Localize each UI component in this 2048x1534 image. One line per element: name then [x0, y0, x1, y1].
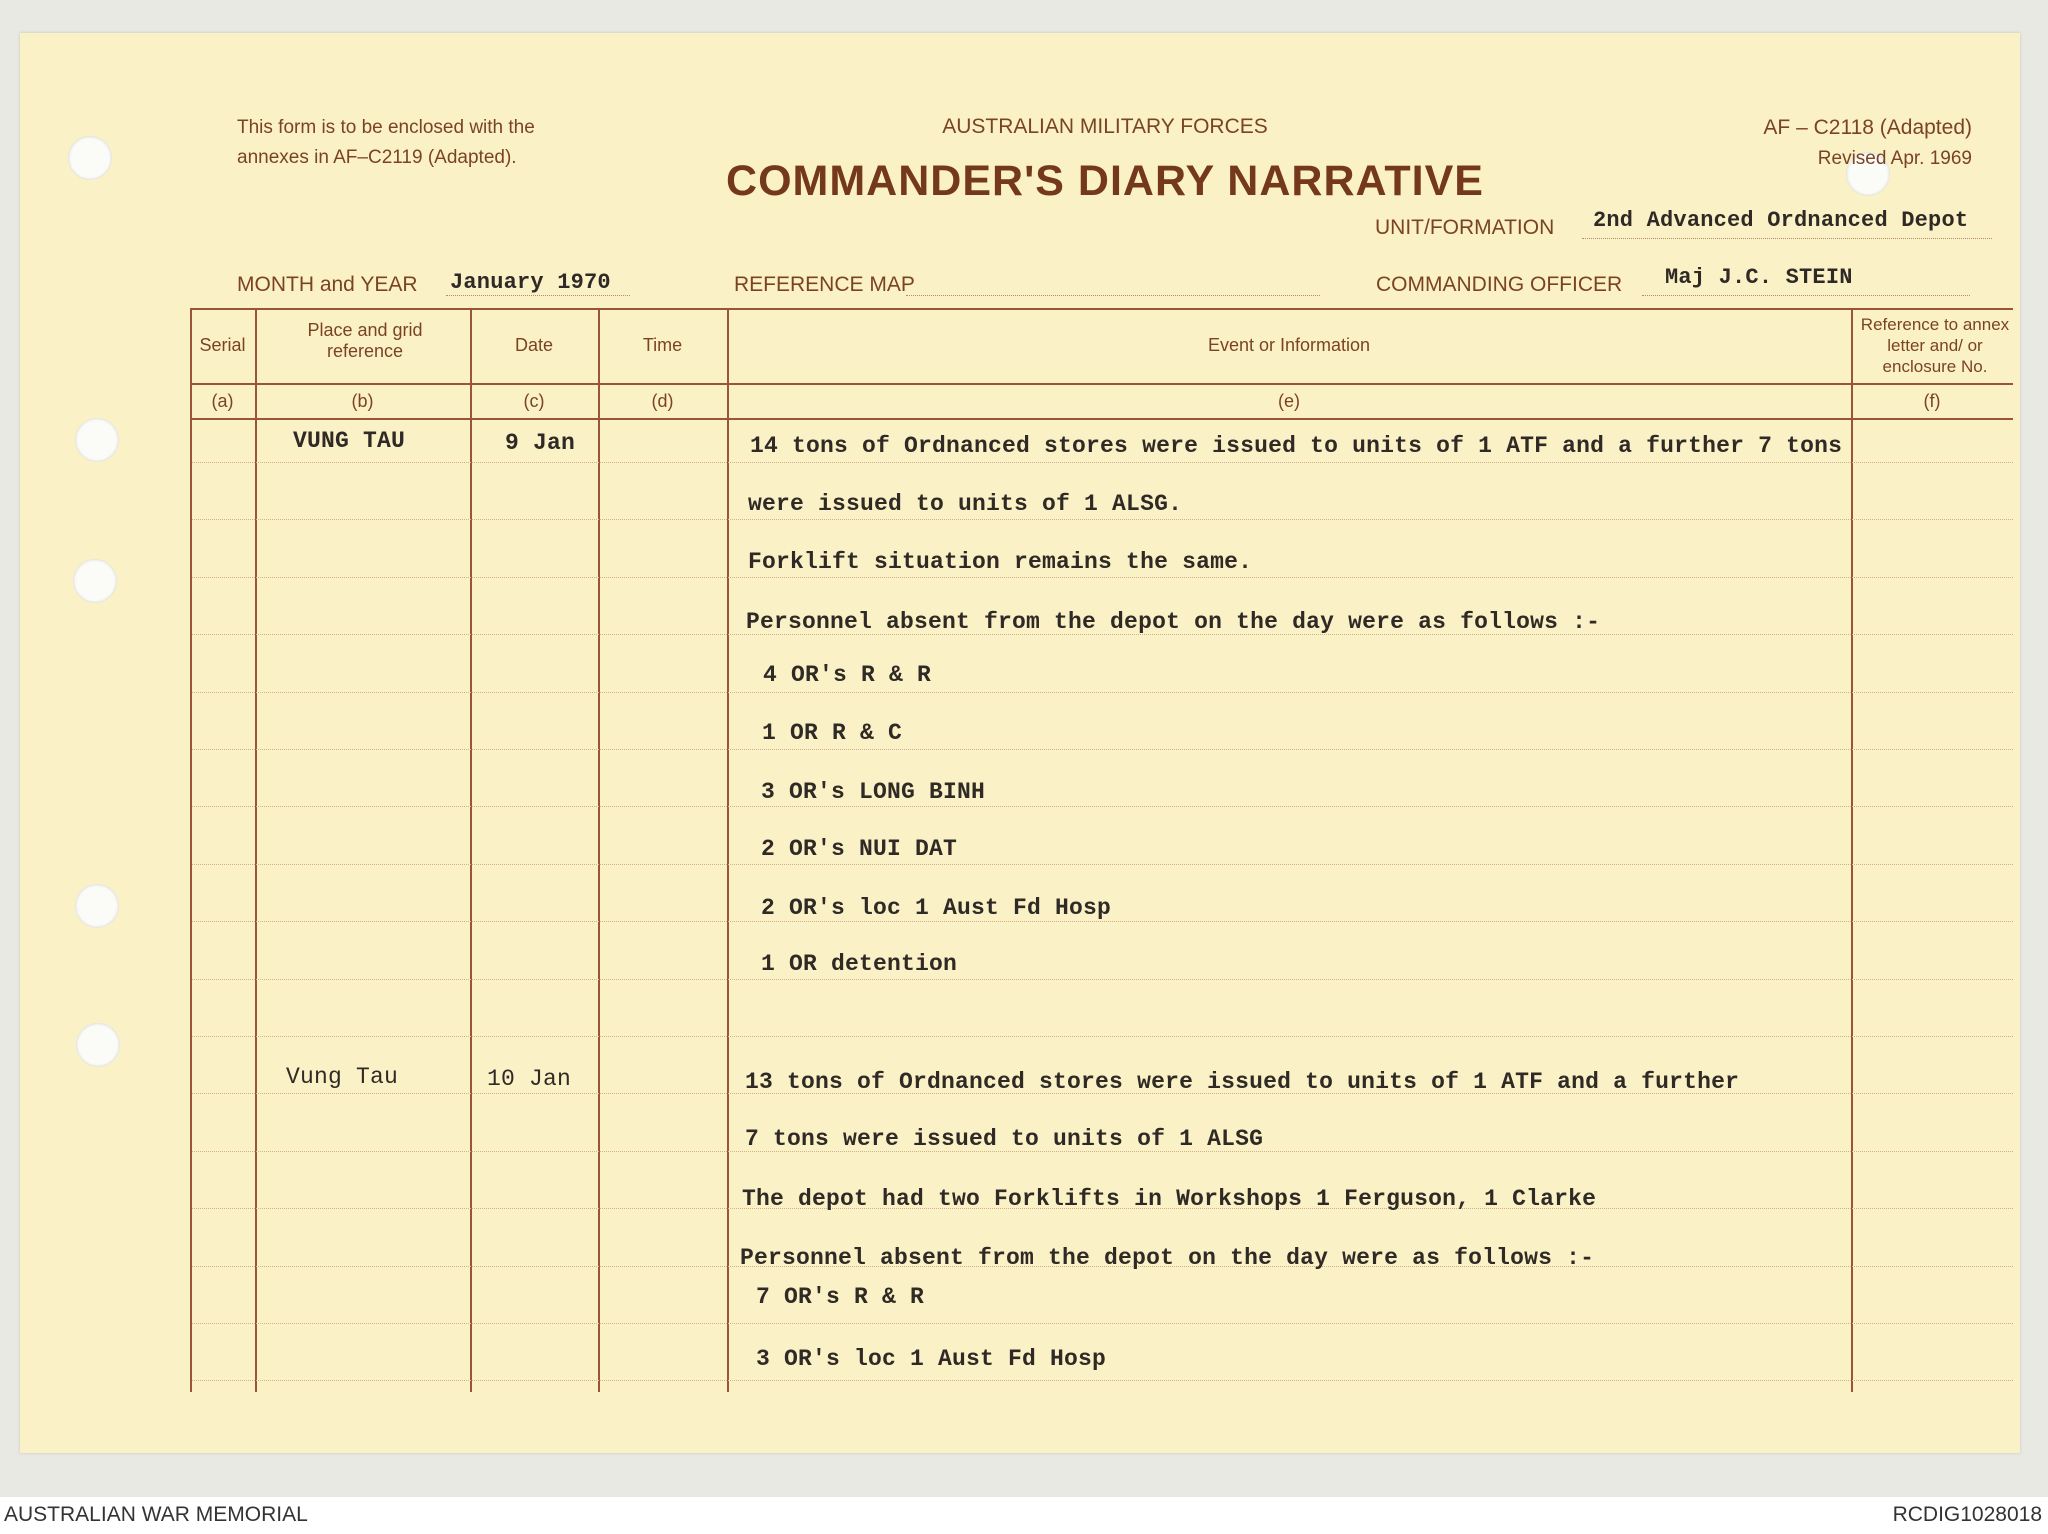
punch-hole	[73, 559, 117, 603]
column-divider	[598, 308, 600, 1392]
event-line: 7 tons were issued to units of 1 ALSG	[745, 1126, 1264, 1152]
punch-hole	[75, 884, 119, 928]
revision-date: Revised Apr. 1969	[1817, 148, 1972, 169]
column-divider	[470, 308, 472, 1392]
event-line: 1 OR detention	[761, 951, 958, 977]
form-note-line-1: This form is to be enclosed with the	[237, 117, 535, 138]
event-line: 3 OR's loc 1 Aust Fd Hosp	[756, 1346, 1107, 1372]
column-divider	[727, 308, 729, 1392]
event-line: 2 OR's NUI DAT	[761, 836, 958, 862]
entry-place: Vung Tau	[286, 1064, 399, 1090]
column-header-event: Event or Information	[1207, 335, 1371, 355]
entry-place: VUNG TAU	[293, 428, 406, 454]
column-divider	[1851, 308, 1853, 1392]
unit-formation-value: 2nd Advanced Ordnanced Depot	[1593, 208, 1969, 233]
column-divider	[255, 308, 257, 1392]
ruled-line	[192, 1380, 2013, 1381]
column-key-f: (f)	[1923, 391, 1941, 411]
punch-hole	[76, 1023, 120, 1067]
ruled-line	[192, 806, 2013, 807]
ruled-line	[192, 749, 2013, 750]
ruled-line	[192, 864, 2013, 865]
punch-hole	[75, 418, 119, 462]
column-header-serial: Serial	[199, 335, 246, 355]
table-top-rule	[190, 308, 2013, 310]
event-line: 1 OR R & C	[762, 720, 903, 746]
form-number: AF – C2118 (Adapted)	[1763, 116, 1972, 139]
entry-date: 10 Jan	[487, 1066, 572, 1092]
ruled-line	[192, 979, 2013, 980]
event-line: Personnel absent from the depot on the day were as follows :-	[740, 1245, 1595, 1271]
event-line: 4 OR's R & R	[763, 662, 932, 688]
column-key-b: (b)	[351, 391, 374, 411]
table-header-rule	[190, 383, 2013, 385]
event-line: 2 OR's loc 1 Aust Fd Hosp	[761, 895, 1112, 921]
column-key-d: (d)	[651, 391, 674, 411]
event-line: 14 tons of Ordnanced stores were issued to units of 1 ATF and a further 7 tons	[750, 433, 1843, 459]
unit-formation-label: UNIT/FORMATION	[1375, 216, 1555, 239]
diary-form-page	[20, 33, 2020, 1453]
column-header-reference: Reference to annex letter and/ or enclosure No.	[1860, 315, 2010, 376]
ruled-line	[192, 1323, 2013, 1324]
month-year-field-line	[446, 295, 630, 296]
event-line: 13 tons of Ordnanced stores were issued to units of 1 ATF and a further	[745, 1069, 1740, 1095]
column-header-date: Date	[514, 335, 554, 355]
event-line: The depot had two Forklifts in Workshops 1 Ferguson, 1 Clarke	[742, 1186, 1597, 1212]
month-year-value: January 1970	[450, 270, 611, 295]
page-title: COMMANDER'S DIARY NARRATIVE	[726, 157, 1484, 205]
event-line: were issued to units of 1 ALSG.	[748, 491, 1183, 517]
event-line: Forklift situation remains the same.	[748, 549, 1253, 575]
footer-record-id: RCDIG1028018	[1892, 1503, 2042, 1526]
ruled-line	[192, 462, 2013, 463]
reference-map-field-line	[906, 295, 1320, 296]
ruled-line	[192, 921, 2013, 922]
unit-formation-field-line	[1582, 238, 1992, 239]
column-key-c: (c)	[523, 391, 545, 411]
column-divider	[190, 308, 192, 1392]
ruled-line	[192, 519, 2013, 520]
column-header-place: Place and grid reference	[307, 320, 423, 361]
commanding-officer-label: COMMANDING OFFICER	[1376, 273, 1623, 296]
month-year-label: MONTH and YEAR	[237, 273, 418, 296]
event-line: 3 OR's LONG BINH	[761, 779, 986, 805]
entry-date: 9 Jan	[505, 430, 576, 456]
ruled-line	[192, 577, 2013, 578]
commanding-officer-field-line	[1642, 295, 1970, 296]
ruled-line	[192, 692, 2013, 693]
event-line: Personnel absent from the depot on the day were as follows :-	[746, 609, 1601, 635]
reference-map-label: REFERENCE MAP	[734, 273, 915, 296]
organization-heading: AUSTRALIAN MILITARY FORCES	[942, 115, 1268, 138]
column-key-e: (e)	[1278, 391, 1300, 411]
form-note-line-2: annexes in AF–C2119 (Adapted).	[237, 147, 517, 168]
table-key-rule	[190, 418, 2013, 420]
commanding-officer-value: Maj J.C. STEIN	[1665, 265, 1853, 290]
ruled-line	[192, 1036, 2013, 1037]
column-header-time: Time	[642, 335, 683, 355]
footer-archive-name: AUSTRALIAN WAR MEMORIAL	[4, 1503, 308, 1526]
column-key-a: (a)	[211, 391, 234, 411]
event-line: 7 OR's R & R	[756, 1284, 925, 1310]
